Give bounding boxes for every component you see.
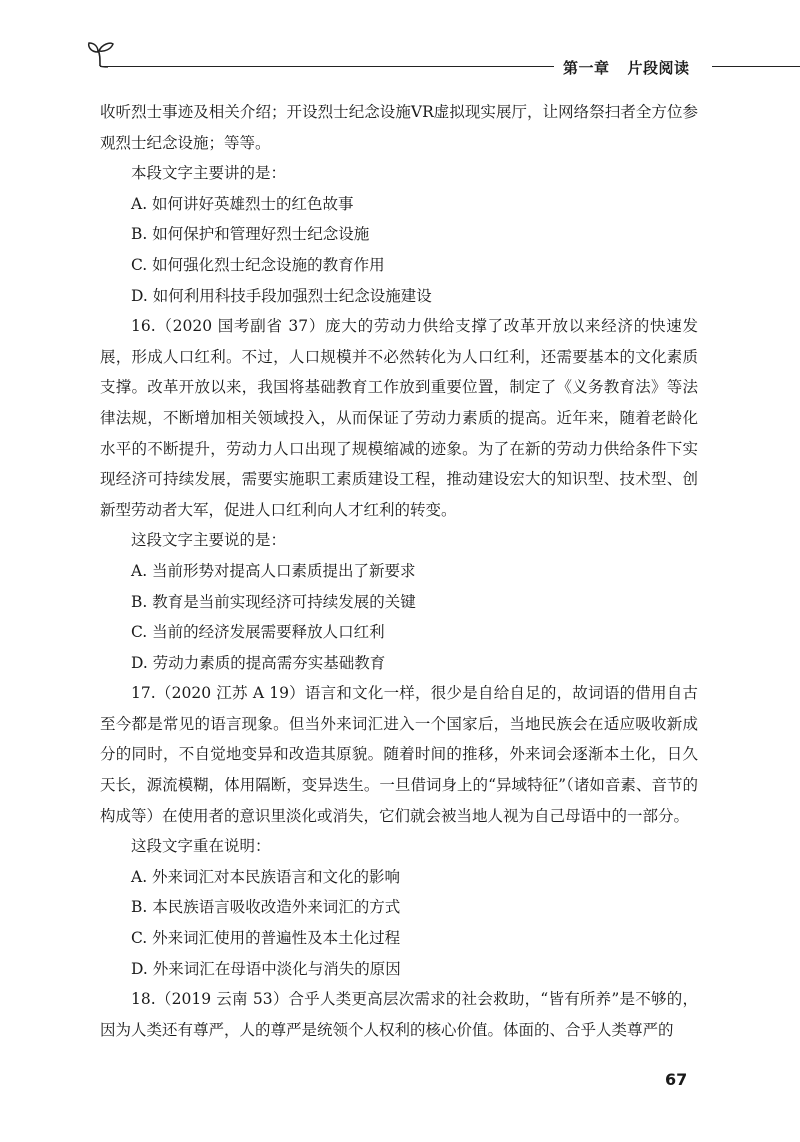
question-16-stem: 这段文字主要说的是： (131, 531, 287, 550)
q17-option-a: A. 外来词汇对本民族语言和文化的影响 (131, 867, 401, 886)
q17-option-d: D. 外来词汇在母语中淡化与消失的原因 (131, 959, 401, 978)
q15-option-a: A. 如何讲好英雄烈士的红色故事 (131, 194, 354, 213)
q16-option-b: B. 教育是当前实现经济可持续发展的关键 (131, 592, 416, 611)
page-content (100, 97, 698, 1045)
chapter-label: 第一章 (563, 59, 610, 77)
q15-option-b: B. 如何保护和管理好烈士纪念设施 (131, 225, 370, 244)
running-header (563, 57, 690, 78)
q16-option-c: C. 当前的经济发展需要释放人口红利 (131, 623, 385, 642)
page-number: 67 (665, 1070, 688, 1089)
q17-option-c: C. 外来词汇使用的普遍性及本土化过程 (131, 929, 401, 948)
header-rule-right (712, 66, 800, 67)
question-17-stem: 这段文字重在说明： (131, 837, 271, 856)
continuation-paragraph: 收听烈士事迹及相关介绍；开设烈士纪念设施VR虚拟现实展厅，让网络祭扫者全方位参观烈士纪念设施；等等。 (100, 103, 698, 152)
q16-option-d: D. 劳动力素质的提高需夯实基础教育 (131, 653, 386, 672)
q15-option-d: D. 如何利用科技手段加强烈士纪念设施建设 (131, 286, 432, 305)
question-16-passage: 16.（2020 国考副省 37）庞大的劳动力供给支撑了改革开放以来经济的快速发展，形成人口红利。不过，人口规模并不必然转化为人口红利，还需要基本的文化素质支撑。改革开放以来，我国将基础教育工作放到重要位置，制定了《义务教育法》等法律法规，不断增加相关领域投入，从而保证了劳动力素质的提高。近年来，随着老龄化水平的不断提升，劳动力人口出现了规模缩减的迹象。为了在新的劳动力供给条件下实现经济可持续发展，需要实施职工素质建设工程，推动建设宏大的知识型、技术型、创新型劳动者大军，促进人口红利向人才红利的转变。 (100, 317, 698, 519)
q17-option-b: B. 本民族语言吸收改造外来词汇的方式 (131, 898, 401, 917)
q16-option-a: A. 当前形势对提高人口素质提出了新要求 (131, 561, 416, 580)
question-18-passage: 18.（2019 云南 53）合乎人类更高层次需求的社会救助，“皆有所养”是不够的，因为人类还有尊严，人的尊严是统领个人权利的核心价值。体面的、合乎人类尊严的 (100, 990, 698, 1039)
header-rule-left (100, 66, 554, 67)
q15-option-c: C. 如何强化烈士纪念设施的教育作用 (131, 255, 385, 274)
question-15-stem: 本段文字主要讲的是： (131, 164, 287, 183)
question-17-passage: 17.（2020 江苏 A 19）语言和文化一样，很少是自给自足的，故词语的借用自古至今都是常见的语言现象。但当外来词汇进入一个国家后，当地民族会在适应吸收新成分的同时，不自觉地变异和改造其原貌。随着时间的推移，外来词会逐渐本土化，日久天长，源流模糊，体用隔断，变异迭生。一旦借词身上的“异域特征”（诸如音素、音节的构成等）在使用者的意识里淡化或消失，它们就会被当地人视为自己母语中的一部分。 (100, 684, 698, 825)
section-label: 片段阅读 (627, 59, 690, 77)
